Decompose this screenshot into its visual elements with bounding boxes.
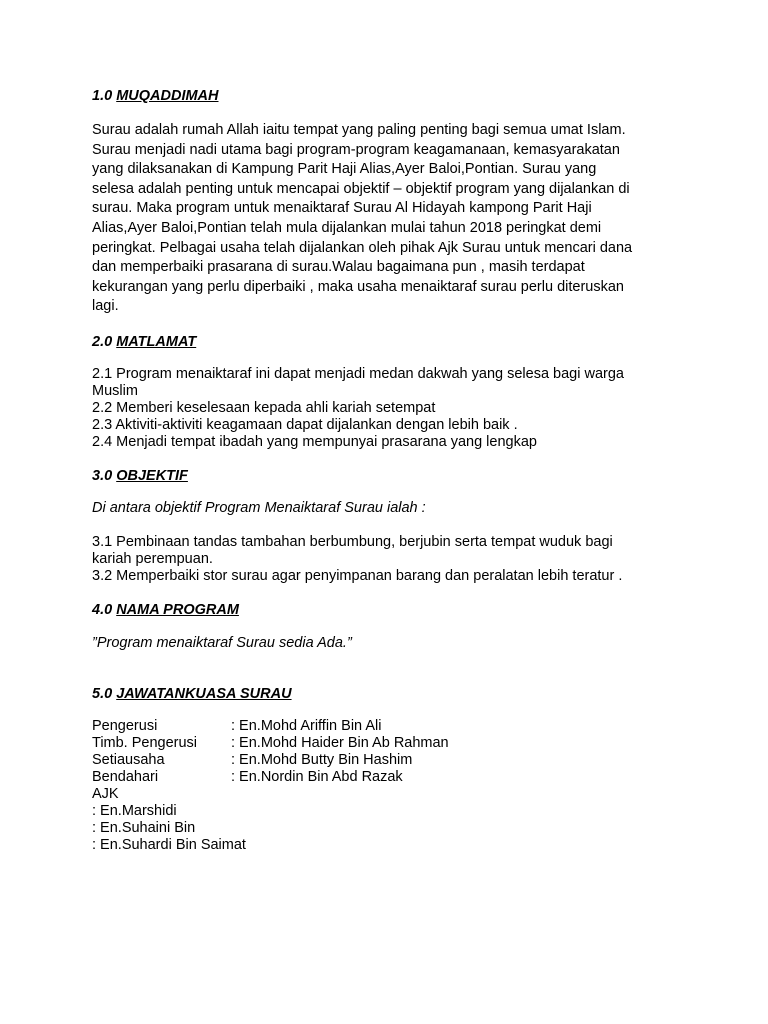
committee-name: : En.Nordin Bin Abd Razak xyxy=(231,769,403,785)
list-item: 3.1 Pembinaan tandas tambahan berbumbung, berjubin serta tempat wuduk bagi xyxy=(92,534,613,550)
paragraph-line: dan memperbaiki prasarana di surau.Walau bagaimana pun , masih terdapat xyxy=(92,259,585,276)
paragraph-line: Surau menjadi nadi utama bagi program-program keagamanaan, kemasyarakatan xyxy=(92,141,620,158)
list-matlamat xyxy=(92,366,692,451)
paragraph-line: yang dilaksanakan di Kampung Parit Haji Alias,Ayer Baloi,Pontian. Surau yang xyxy=(92,161,597,178)
ajk-member: : En.Suhaini Bin xyxy=(92,820,196,836)
committee-role: Timb. Pengerusi xyxy=(92,735,198,751)
committee-row xyxy=(92,718,592,735)
heading-title: MATLAMAT xyxy=(116,334,197,350)
heading-number: 2.0 xyxy=(92,334,113,350)
list-item: 2.4 Menjadi tempat ibadah yang mempunyai prasarana yang lengkap xyxy=(92,434,537,450)
committee-role: Setiausaha xyxy=(92,752,165,768)
ajk-member: : En.Marshidi xyxy=(92,803,177,819)
heading-nama-program xyxy=(92,601,239,619)
heading-title: NAMA PROGRAM xyxy=(116,602,239,618)
committee-role: Bendahari xyxy=(92,769,159,785)
committee-role: Pengerusi xyxy=(92,718,158,734)
paragraph-line: surau. Maka program untuk menaiktaraf Surau Al Hidayah kampong Parit Haji xyxy=(92,200,592,217)
heading-title: JAWATANKUASA SURAU xyxy=(116,686,292,702)
committee-name: : En.Mohd Haider Bin Ab Rahman xyxy=(231,735,449,751)
heading-number: 5.0 xyxy=(92,686,113,702)
heading-objektif xyxy=(92,467,188,485)
objektif-intro: Di antara objektif Program Menaiktaraf Surau ialah : xyxy=(92,500,426,516)
heading-muqaddimah xyxy=(92,87,219,105)
ajk-member: : En.Suhardi Bin Saimat xyxy=(92,837,246,853)
list-objektif xyxy=(92,534,692,585)
heading-jawatankuasa xyxy=(92,685,292,703)
committee-name: : En.Mohd Ariffin Bin Ali xyxy=(231,718,382,734)
list-item: kariah perempuan. xyxy=(92,551,213,567)
paragraph-line: selesa adalah penting untuk mencapai objektif – objektif program yang dijalankan di xyxy=(92,180,630,197)
committee-list xyxy=(92,718,592,854)
heading-title: MUQADDIMAH xyxy=(116,88,219,104)
committee-row xyxy=(92,752,592,769)
heading-number: 3.0 xyxy=(92,468,113,484)
paragraph-muqaddimah xyxy=(92,121,692,317)
program-name: ”Program menaiktaraf Surau sedia Ada.” xyxy=(92,635,352,651)
heading-number: 4.0 xyxy=(92,602,113,618)
ajk-label: AJK xyxy=(92,786,119,802)
committee-name: : En.Mohd Butty Bin Hashim xyxy=(231,752,413,768)
paragraph-line: kekurangan yang perlu diperbaiki , maka usaha menaiktaraf surau perlu diteruskan xyxy=(92,278,624,295)
list-item: 2.2 Memberi keselesaan kepada ahli kariah setempat xyxy=(92,400,436,416)
heading-matlamat xyxy=(92,333,196,351)
list-item: Muslim xyxy=(92,383,138,399)
heading-number: 1.0 xyxy=(92,88,113,104)
paragraph-line: peringkat. Pelbagai usaha telah dijalankan oleh pihak Ajk Surau untuk mencari dana xyxy=(92,239,633,256)
paragraph-line: Alias,Ayer Baloi,Pontian telah mula dijalankan mulai tahun 2018 peringkat demi xyxy=(92,219,602,236)
paragraph-line: lagi. xyxy=(92,298,119,315)
committee-row xyxy=(92,735,592,752)
heading-title: OBJEKTIF xyxy=(116,468,188,484)
list-item: 3.2 Memperbaiki stor surau agar penyimpanan barang dan peralatan lebih teratur . xyxy=(92,568,623,584)
paragraph-line: Surau adalah rumah Allah iaitu tempat yang paling penting bagi semua umat Islam. xyxy=(92,122,626,138)
list-item: 2.3 Aktiviti-aktiviti keagamaan dapat dijalankan dengan lebih baik . xyxy=(92,417,518,433)
committee-row xyxy=(92,769,592,786)
list-item: 2.1 Program menaiktaraf ini dapat menjadi medan dakwah yang selesa bagi warga xyxy=(92,366,624,382)
